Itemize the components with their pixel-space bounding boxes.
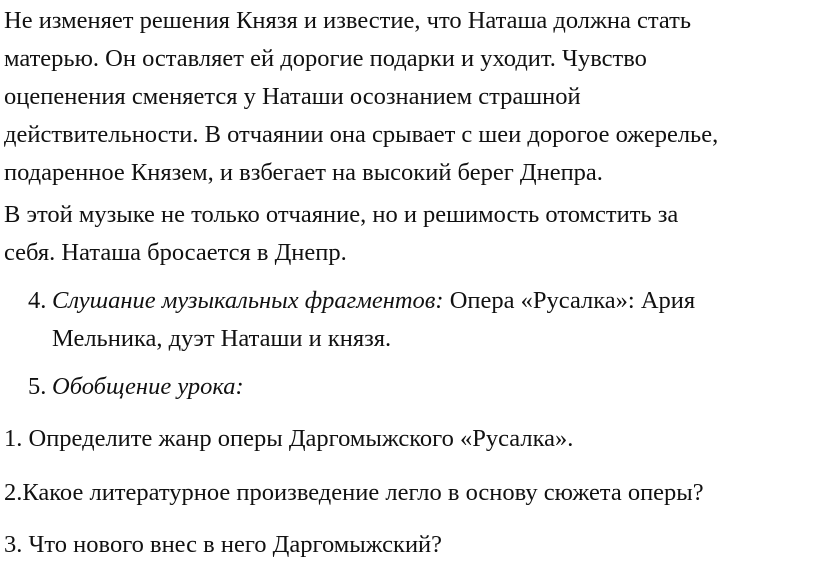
list-item-label: Слушание музыкальных фрагментов: <box>52 287 444 314</box>
list-item-text: Опера «Русалка»: Ария <box>443 287 696 314</box>
text-line: оцепенения сменяется у Наташи осознанием страшной <box>4 83 581 110</box>
list-item-summary <box>28 368 808 406</box>
list-item-continuation: Мельника, дуэт Наташи и князя. <box>52 325 392 352</box>
text-line: себя. Наташа бросается в Днепр. <box>4 239 347 266</box>
list-item-number: 4. <box>28 287 47 314</box>
text-line: В этой музыке не только отчаяние, но и решимость отомстить за <box>4 201 679 228</box>
text-line: действительности. В отчаянии она срывает с шеи дорогое ожерелье, <box>4 121 719 148</box>
list-item-listening <box>28 282 808 358</box>
text-line: подаренное Князем, и взбегает на высокий берег Днепра. <box>4 159 603 186</box>
question-2: 2.Какое литературное произведение легло в основу сюжета оперы? <box>4 479 704 506</box>
paragraph-music <box>4 196 808 272</box>
paragraph-story <box>4 2 808 192</box>
list-item-label: Обобщение урока: <box>52 373 244 400</box>
question-3: 3. Что нового внес в него Даргомыжский? <box>4 531 443 558</box>
question-1: 1. Определите жанр оперы Даргомыжского «Русалка». <box>4 425 574 452</box>
list-item-number: 5. <box>28 373 47 400</box>
text-line: Не изменяет решения Князя и известие, что Наташа должна стать <box>4 7 692 34</box>
text-line: матерью. Он оставляет ей дорогие подарки и уходит. Чувство <box>4 45 647 72</box>
